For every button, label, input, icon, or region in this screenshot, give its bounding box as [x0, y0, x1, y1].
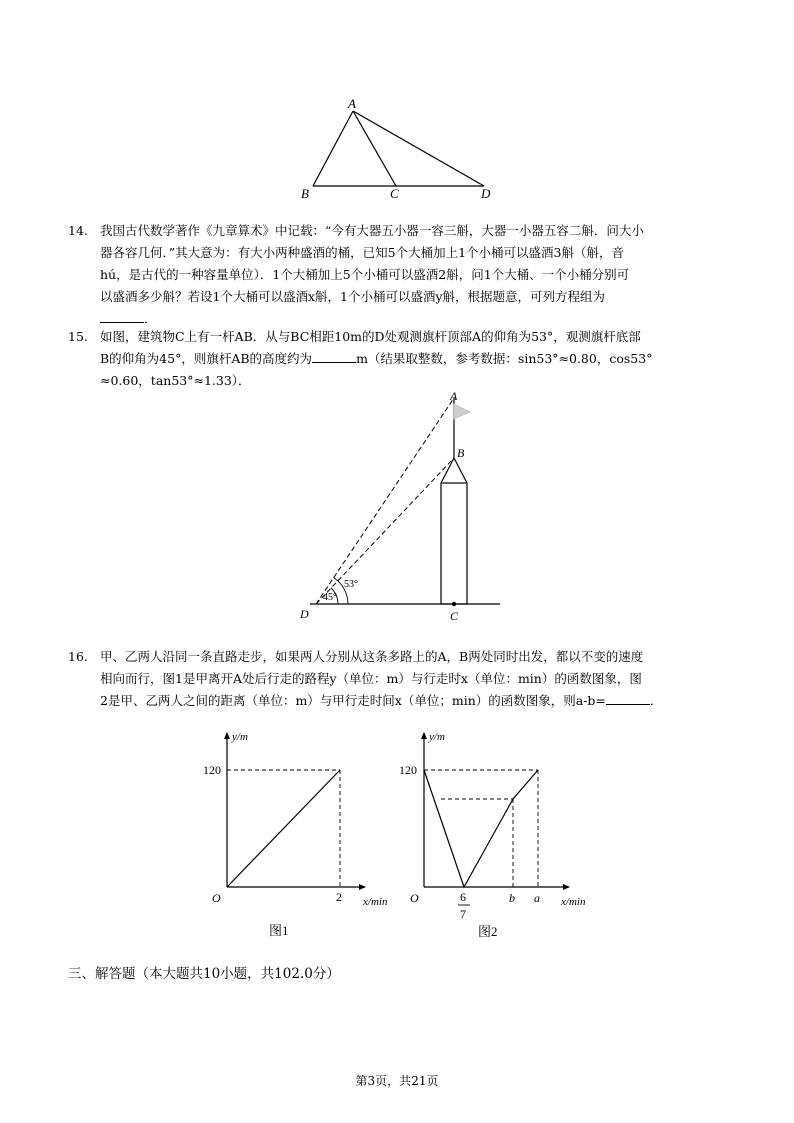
page-number: 3	[367, 1074, 376, 1088]
flag	[454, 404, 470, 419]
label-d: D	[481, 186, 491, 201]
question-text-line: 我国古代数学著作《九章算术》中记载：“今有大器五小器一容三斛，大器一小器五容二斛．问大小	[100, 223, 644, 238]
x-axis-label: x/min	[363, 896, 388, 908]
y-axis-label: y/m	[232, 731, 248, 743]
figure-caption: 图1	[269, 923, 289, 938]
label-a: A	[348, 96, 356, 111]
period: ．	[649, 693, 663, 708]
sight-line-da	[316, 398, 454, 604]
building-roof	[441, 458, 467, 483]
question-14	[68, 220, 718, 330]
footer-suffix: 页	[426, 1074, 439, 1088]
question-text-line	[100, 348, 718, 370]
question-text-line: 如图，建筑物C上有一杆AB．从与BC相距10m的D处观测旗杆顶部A的仰角为53°，观测旗杆底部	[100, 329, 641, 344]
question-text-line: hú，是古代的一种容量单位）．1个大桶加上5个小桶可以盛酒2斛，问1个大桶、一个小桶分别可	[100, 267, 630, 282]
question-text-part: m（结果取整数，参考数据：sin53°≈0.80，cos53°	[356, 351, 653, 366]
segment-ab	[313, 111, 353, 186]
x-tick-2: 2	[336, 890, 342, 904]
label-b: B	[457, 446, 465, 460]
answer-blank[interactable]	[312, 348, 356, 363]
question-text-line: 器各容几何．”其大意为：有大小两种盛酒的桶，已知5个大桶加上1个小桶可以盛酒3斛（斛，音	[100, 245, 625, 260]
y-tick-120: 120	[203, 763, 221, 777]
question-text-part: B的仰角为45°，则旗杆AB的高度约为	[100, 351, 313, 366]
page-footer	[0, 1072, 794, 1089]
section-heading: 三、解答题（本大题共10小题，共102.0分）	[68, 966, 340, 982]
graph-2	[396, 725, 596, 945]
question-text-line: 相向而行，图1是甲离开A处后行走的路程y（单位：m）与行走时x（单位：min）的函数图象，图	[100, 671, 642, 686]
x-tick-denominator: 7	[460, 907, 466, 921]
building-c	[441, 483, 467, 604]
question-number: 14.	[68, 223, 88, 238]
question-text-part: 2是甲、乙两人之间的距离（单位：m）与甲行走时间x（单位；min）的函数图象，则a-b=	[100, 693, 606, 708]
label-b: B	[301, 186, 309, 201]
angle-label-53: 53°	[344, 579, 358, 590]
flagpole-figure	[290, 385, 510, 625]
question-16	[68, 646, 718, 712]
question-text-line: ≈0.60，tan53°≈1.33）．	[100, 373, 251, 388]
sight-line-db	[316, 458, 454, 604]
segment-ad	[353, 111, 484, 186]
origin-label: O	[212, 891, 221, 905]
question-text-line	[100, 690, 718, 712]
origin-label: O	[410, 891, 419, 905]
footer-prefix: 第	[355, 1074, 368, 1088]
answer-blank[interactable]	[100, 308, 144, 323]
x-axis-label: x/min	[561, 896, 586, 908]
graph-line	[227, 770, 340, 887]
footer-middle: 页，共	[375, 1074, 412, 1088]
segment-ac	[353, 111, 396, 186]
question-15	[68, 326, 718, 392]
label-c: C	[390, 186, 399, 201]
label-d: D	[300, 607, 309, 621]
answer-blank[interactable]	[606, 690, 650, 705]
label-a: A	[450, 389, 458, 403]
figure-caption: 图2	[478, 924, 498, 939]
y-tick-120: 120	[399, 763, 417, 777]
question-text-line: 以盛酒多少斛？若设1个大桶可以盛酒x斛，1个小桶可以盛酒y斛，根据题意，可列方程组为	[100, 289, 606, 304]
graph-1	[200, 725, 400, 945]
period: ．	[144, 311, 157, 326]
x-tick-a: a	[534, 891, 540, 905]
y-axis-label: y/m	[429, 731, 445, 743]
total-pages: 21	[411, 1074, 427, 1088]
point-c	[452, 602, 456, 606]
x-tick-b: b	[509, 891, 515, 905]
question-text-line: 甲、乙两人沿同一条直路走步，如果两人分别从这条多路上的A，B两处同时出发，都以不变的速度	[100, 649, 644, 664]
angle-label-45: 45°	[323, 592, 337, 603]
graph-line	[424, 770, 538, 887]
question-number: 15.	[68, 329, 88, 344]
triangle-figure	[290, 92, 510, 204]
x-tick-numerator: 6	[460, 890, 466, 904]
question-number: 16.	[68, 649, 88, 664]
label-c: C	[450, 609, 459, 623]
